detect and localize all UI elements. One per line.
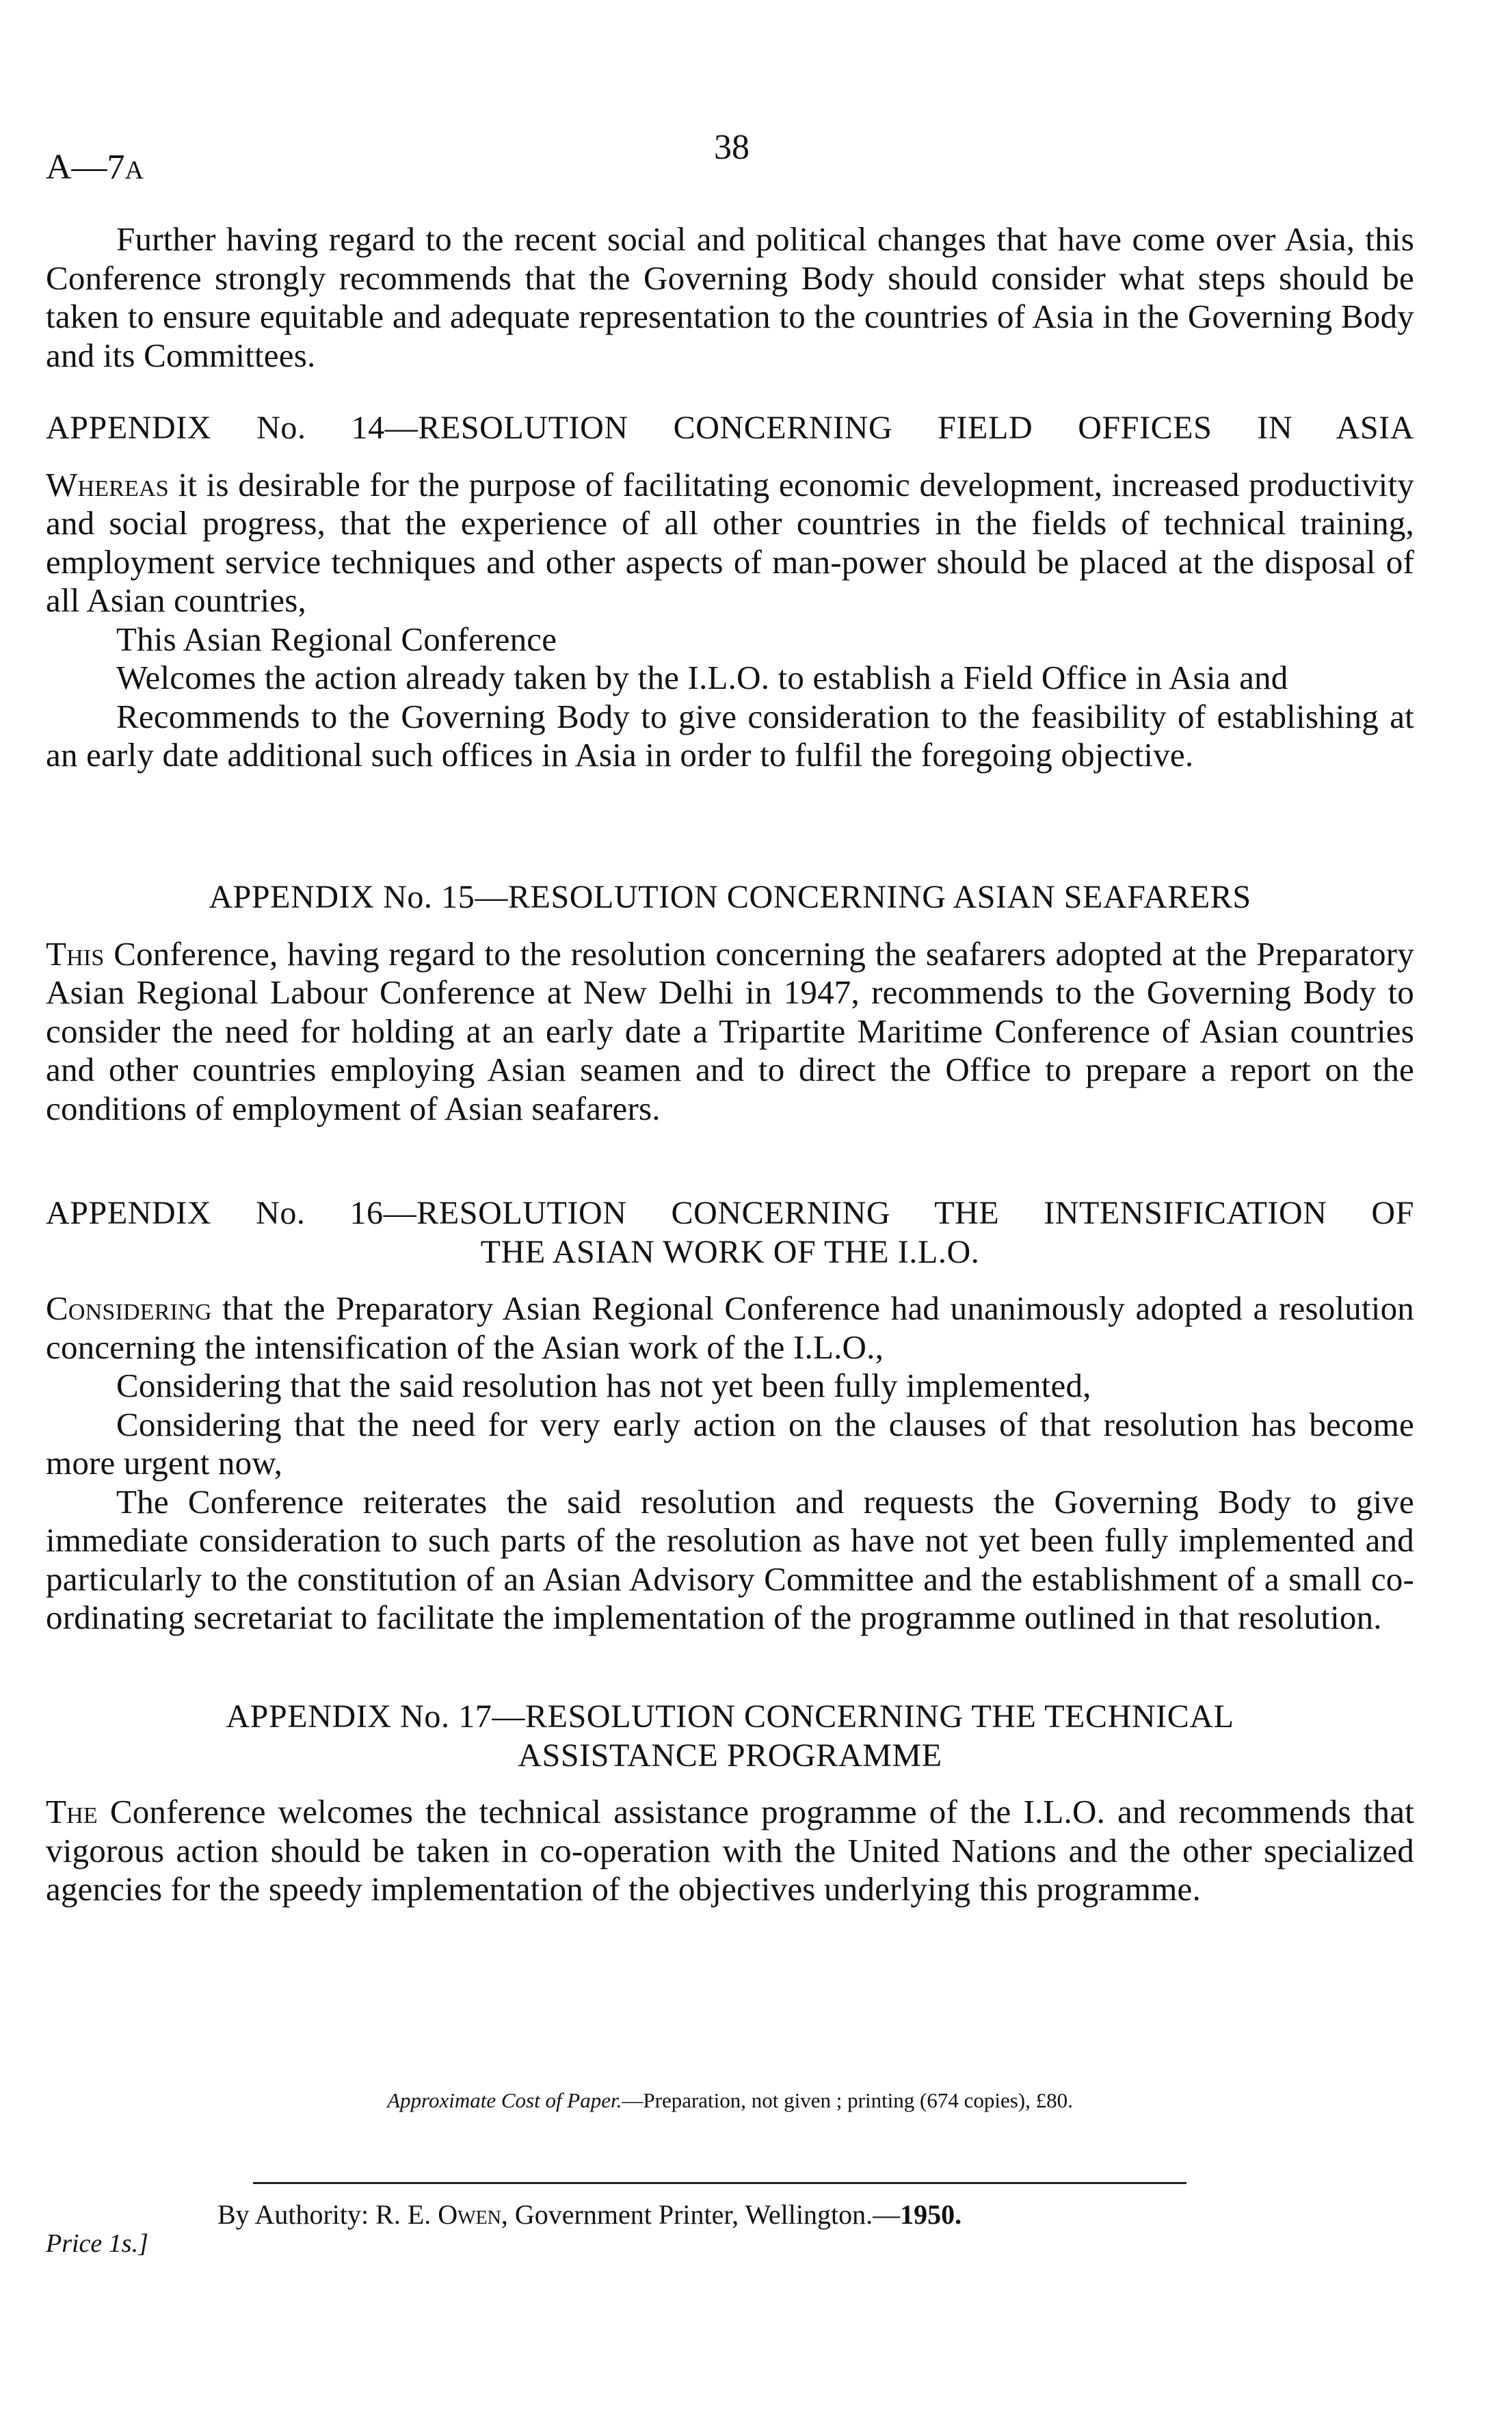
appendix-16-heading-line-1: APPENDIX No. 16—RESOLUTION CONCERNING THE INTENSIFICATION OF (46, 1195, 1414, 1231)
cost-of-paper-note (46, 2088, 1414, 2113)
page-number: 38 (714, 128, 750, 167)
price: Price 1s.] (46, 2229, 148, 2258)
lead-word: The (46, 1793, 98, 1830)
appendix-14-paragraph: Recommends to the Governing Body to give consideration to the feasibility of establishing at an early date additional such offices in Asia in order to fulfil the foregoing objective. (46, 697, 1414, 774)
appendix-16-paragraph: The Conference reiterates the said resolution and requests the Governing Body to give immediate consideration to such parts of the resolution as have not yet been fully implemented and particularly to the constitution of an Asian Advisory Committee and the establishment of a small co-ordinating secretariat to facilitate the implementation of the programme outlined in that resolution. (46, 1482, 1414, 1636)
series-code-sub: A (124, 156, 144, 185)
lead-word: Considering (46, 1289, 212, 1327)
appendix-17-heading-line-2: ASSISTANCE PROGRAMME (518, 1737, 942, 1774)
publication-year: 1950. (900, 2199, 962, 2230)
appendix-14-paragraph: Welcomes the action already taken by the I.L.O. to establish a Field Office in Asia and (116, 659, 1288, 696)
appendix-14-paragraph: This Asian Regional Conference (116, 620, 557, 658)
appendix-16-paragraph: Considering that the said resolution has not yet been fully implemented, (116, 1367, 1091, 1404)
appendix-17 (46, 1698, 1414, 1909)
intro-paragraph: Further having regard to the recent social and political changes that have come over Asia, this Conference strongly recommends that the Governing Body should consider what steps should be taken to ensure equitable and adequate representation to the countries of Asia in the Governing Body and its Committees. (46, 220, 1414, 374)
series-code (46, 147, 144, 191)
intro-paragraph-block (46, 220, 1414, 375)
appendix-16 (46, 1194, 1414, 1638)
cost-text: —Preparation, not given ; printing (674 copies), £80. (622, 2088, 1073, 2112)
appendix-16-paragraph: Considering that the need for very early action on the clauses of that resolution has become more urgent now, (46, 1405, 1414, 1482)
appendix-17-heading-line-1: APPENDIX No. 17—RESOLUTION CONCERNING THE TECHNICAL (226, 1698, 1234, 1735)
appendix-15 (46, 878, 1414, 1128)
printer-name: Owen (438, 2199, 501, 2230)
cost-label: Approximate Cost of Paper. (387, 2088, 622, 2112)
appendix-14 (46, 409, 1414, 775)
appendix-16-paragraph: Considering that the Preparatory Asian Regional Conference had unanimously adopted a resolution concerning the intensification of the Asian work of the I.L.O., (46, 1289, 1414, 1366)
appendix-15-heading: APPENDIX No. 15—RESOLUTION CONCERNING ASIAN SEAFARERS (209, 879, 1251, 915)
footer-rule (253, 2182, 1186, 2184)
lead-word: This (46, 934, 105, 973)
appendix-17-paragraph: The Conference welcomes the technical assistance programme of the I.L.O. and recommends that vigorous action should be taken in co-operation with the United Nations and the other specialized agencies for the speedy implementation of the objectives underlying this programme. (46, 1793, 1414, 1908)
lead-word: Whereas (46, 465, 169, 503)
appendix-15-paragraph: This Conference, having regard to the resolution concerning the seafarers adopted at the Preparatory Asian Regional Labour Conference at New Delhi in 1947, recommends to the Governing Body to consider the need for holding at an early date a Tripartite Maritime Conference of Asian countries and other countries employing Asian seamen and to direct the Office to prepare a report on the conditions of employment of Asian seafarers. (46, 934, 1414, 1127)
printer-authority: By Authority: R. E. Owen, Government Printer, Wellington.—1950. (217, 2199, 962, 2230)
appendix-16-heading-line-2: THE ASIAN WORK OF THE I.L.O. (480, 1233, 980, 1270)
series-code-main: A—7 (46, 148, 125, 187)
appendix-14-paragraph: Whereas it is desirable for the purpose of facilitating economic development, increased productivity and social progress, that the experience of all other countries in the fields of technical training, employment service techniques and other aspects of man-power should be placed at the disposal of all Asian countries, (46, 465, 1414, 619)
appendix-14-heading: APPENDIX No. 14—RESOLUTION CONCERNING FIELD OFFICES IN ASIA (46, 410, 1414, 446)
